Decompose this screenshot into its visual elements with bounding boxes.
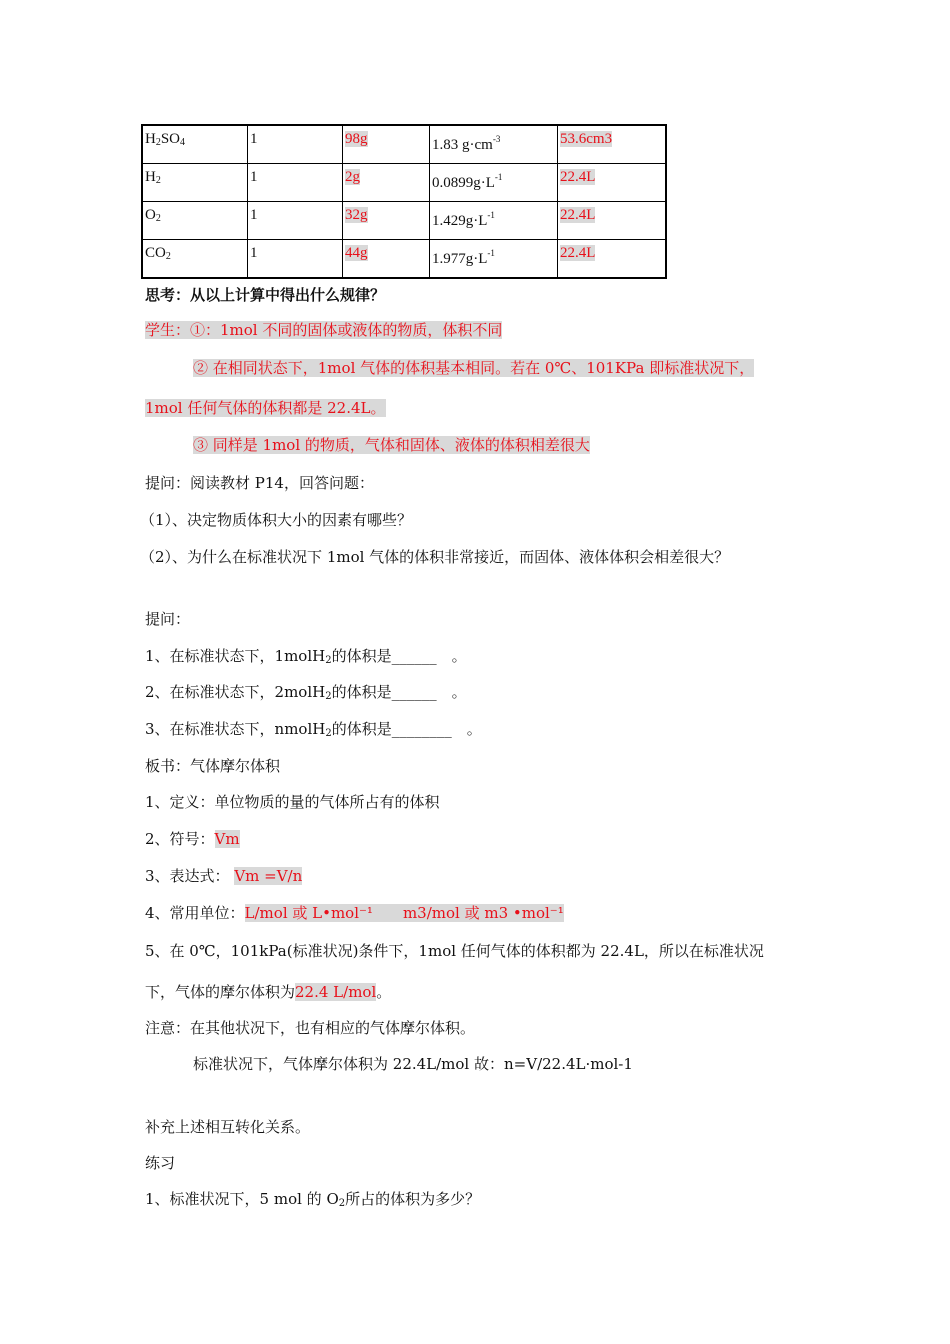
practice-question-1: 1、标准状况下，5 mol 的 $O_2$所占的体积为多少？ [145,1190,481,1209]
cell-volume: 22.4L [558,240,667,279]
board-units: 4、常用单位：L/mol 或 L•mol⁻¹ m3/mol 或 m3 •mol⁻¹ [145,904,564,922]
question-1: （1）、决定物质体积大小的因素有哪些？ [140,511,413,529]
student-answer-2-cont: 1mol 任何气体的体积都是 22.4L。 [145,399,386,417]
student-answer-3: ③ 同样是 1mol 的物质，气体和固体、液体的体积相差很大 [193,436,590,454]
ask-item-3: 3、在标准状态下，nmolH$_2$的体积是________ 。 [145,720,482,739]
board-expression: 3、表达式： Vm =V/n [145,867,303,885]
cell-moles: 1 [248,164,343,202]
board-symbol: 2、符号：Vm [145,830,240,848]
cell-moles: 1 [248,125,343,164]
board-item-5: 5、在 0℃，101kPa(标准状况)条件下，1mol 任何气体的体积都为 22.4L，所以在标准状况 [145,942,764,960]
practice-title: 练习 [145,1154,176,1172]
table-row [142,240,666,279]
cell-mass: 44g [343,240,430,279]
cell-mass: 2g [343,164,430,202]
question-2: （2）、为什么在标准状况下 1mol 气体的体积非常接近，而固体、液体体积会相差很大？ [140,548,730,566]
board-item-5-cont: 下，气体的摩尔体积为22.4 L/mol。 [145,983,392,1001]
student-answer-1: 学生：①：1mol 不同的固体或液体的物质，体积不同 [145,321,503,339]
cell-density: $0.0899g\cdot L^{-1}$ [430,164,558,202]
note-line-1: 注意：在其他状况下，也有相应的气体摩尔体积。 [145,1019,476,1037]
cell-volume: 22.4L [558,164,667,202]
think-question: 思考：从以上计算中得出什么规律？ [145,286,386,304]
table-row [142,125,666,164]
ask-item-1: 1、在标准状态下，1molH$_2$的体积是______ 。 [145,647,467,666]
supplement: 补充上述相互转化关系。 [145,1118,311,1136]
table-row [142,164,666,202]
substance-table [141,124,667,279]
cell-substance: $H_2$ [142,164,248,202]
cell-mass: 32g [343,202,430,240]
note-line-2: 标准状况下，气体摩尔体积为 22.4L/mol 故：n=V/22.4L·mol-1 [193,1055,633,1073]
ask-item-2: 2、在标准状态下，2molH$_2$的体积是______ 。 [145,683,467,702]
cell-substance: $O_2$ [142,202,248,240]
cell-volume: 22.4L [558,202,667,240]
cell-density: $1.977g\cdot L^{-1}$ [430,240,558,279]
board-definition: 1、定义：单位物质的量的气体所占有的体积 [145,793,440,811]
ask-title: 提问： [145,610,191,628]
board-title: 板书：气体摩尔体积 [145,757,281,775]
cell-density: $1.429g\cdot L^{-1}$ [430,202,558,240]
cell-moles: 1 [248,202,343,240]
table-row [142,202,666,240]
cell-moles: 1 [248,240,343,279]
cell-volume: 53.6cm3 [558,125,667,164]
question-intro: 提问：阅读教材 P14，回答问题： [145,474,374,492]
student-answer-2: ② 在相同状态下，1mol 气体的体积基本相同。若在 0℃、101KPa 即标准状况下， [193,359,755,377]
cell-mass: 98g [343,125,430,164]
cell-density: 1.83 $g\cdot cm^{-3}$ [430,125,558,164]
cell-substance: $H_2SO_4$ [142,125,248,164]
cell-substance: $CO_2$ [142,240,248,279]
